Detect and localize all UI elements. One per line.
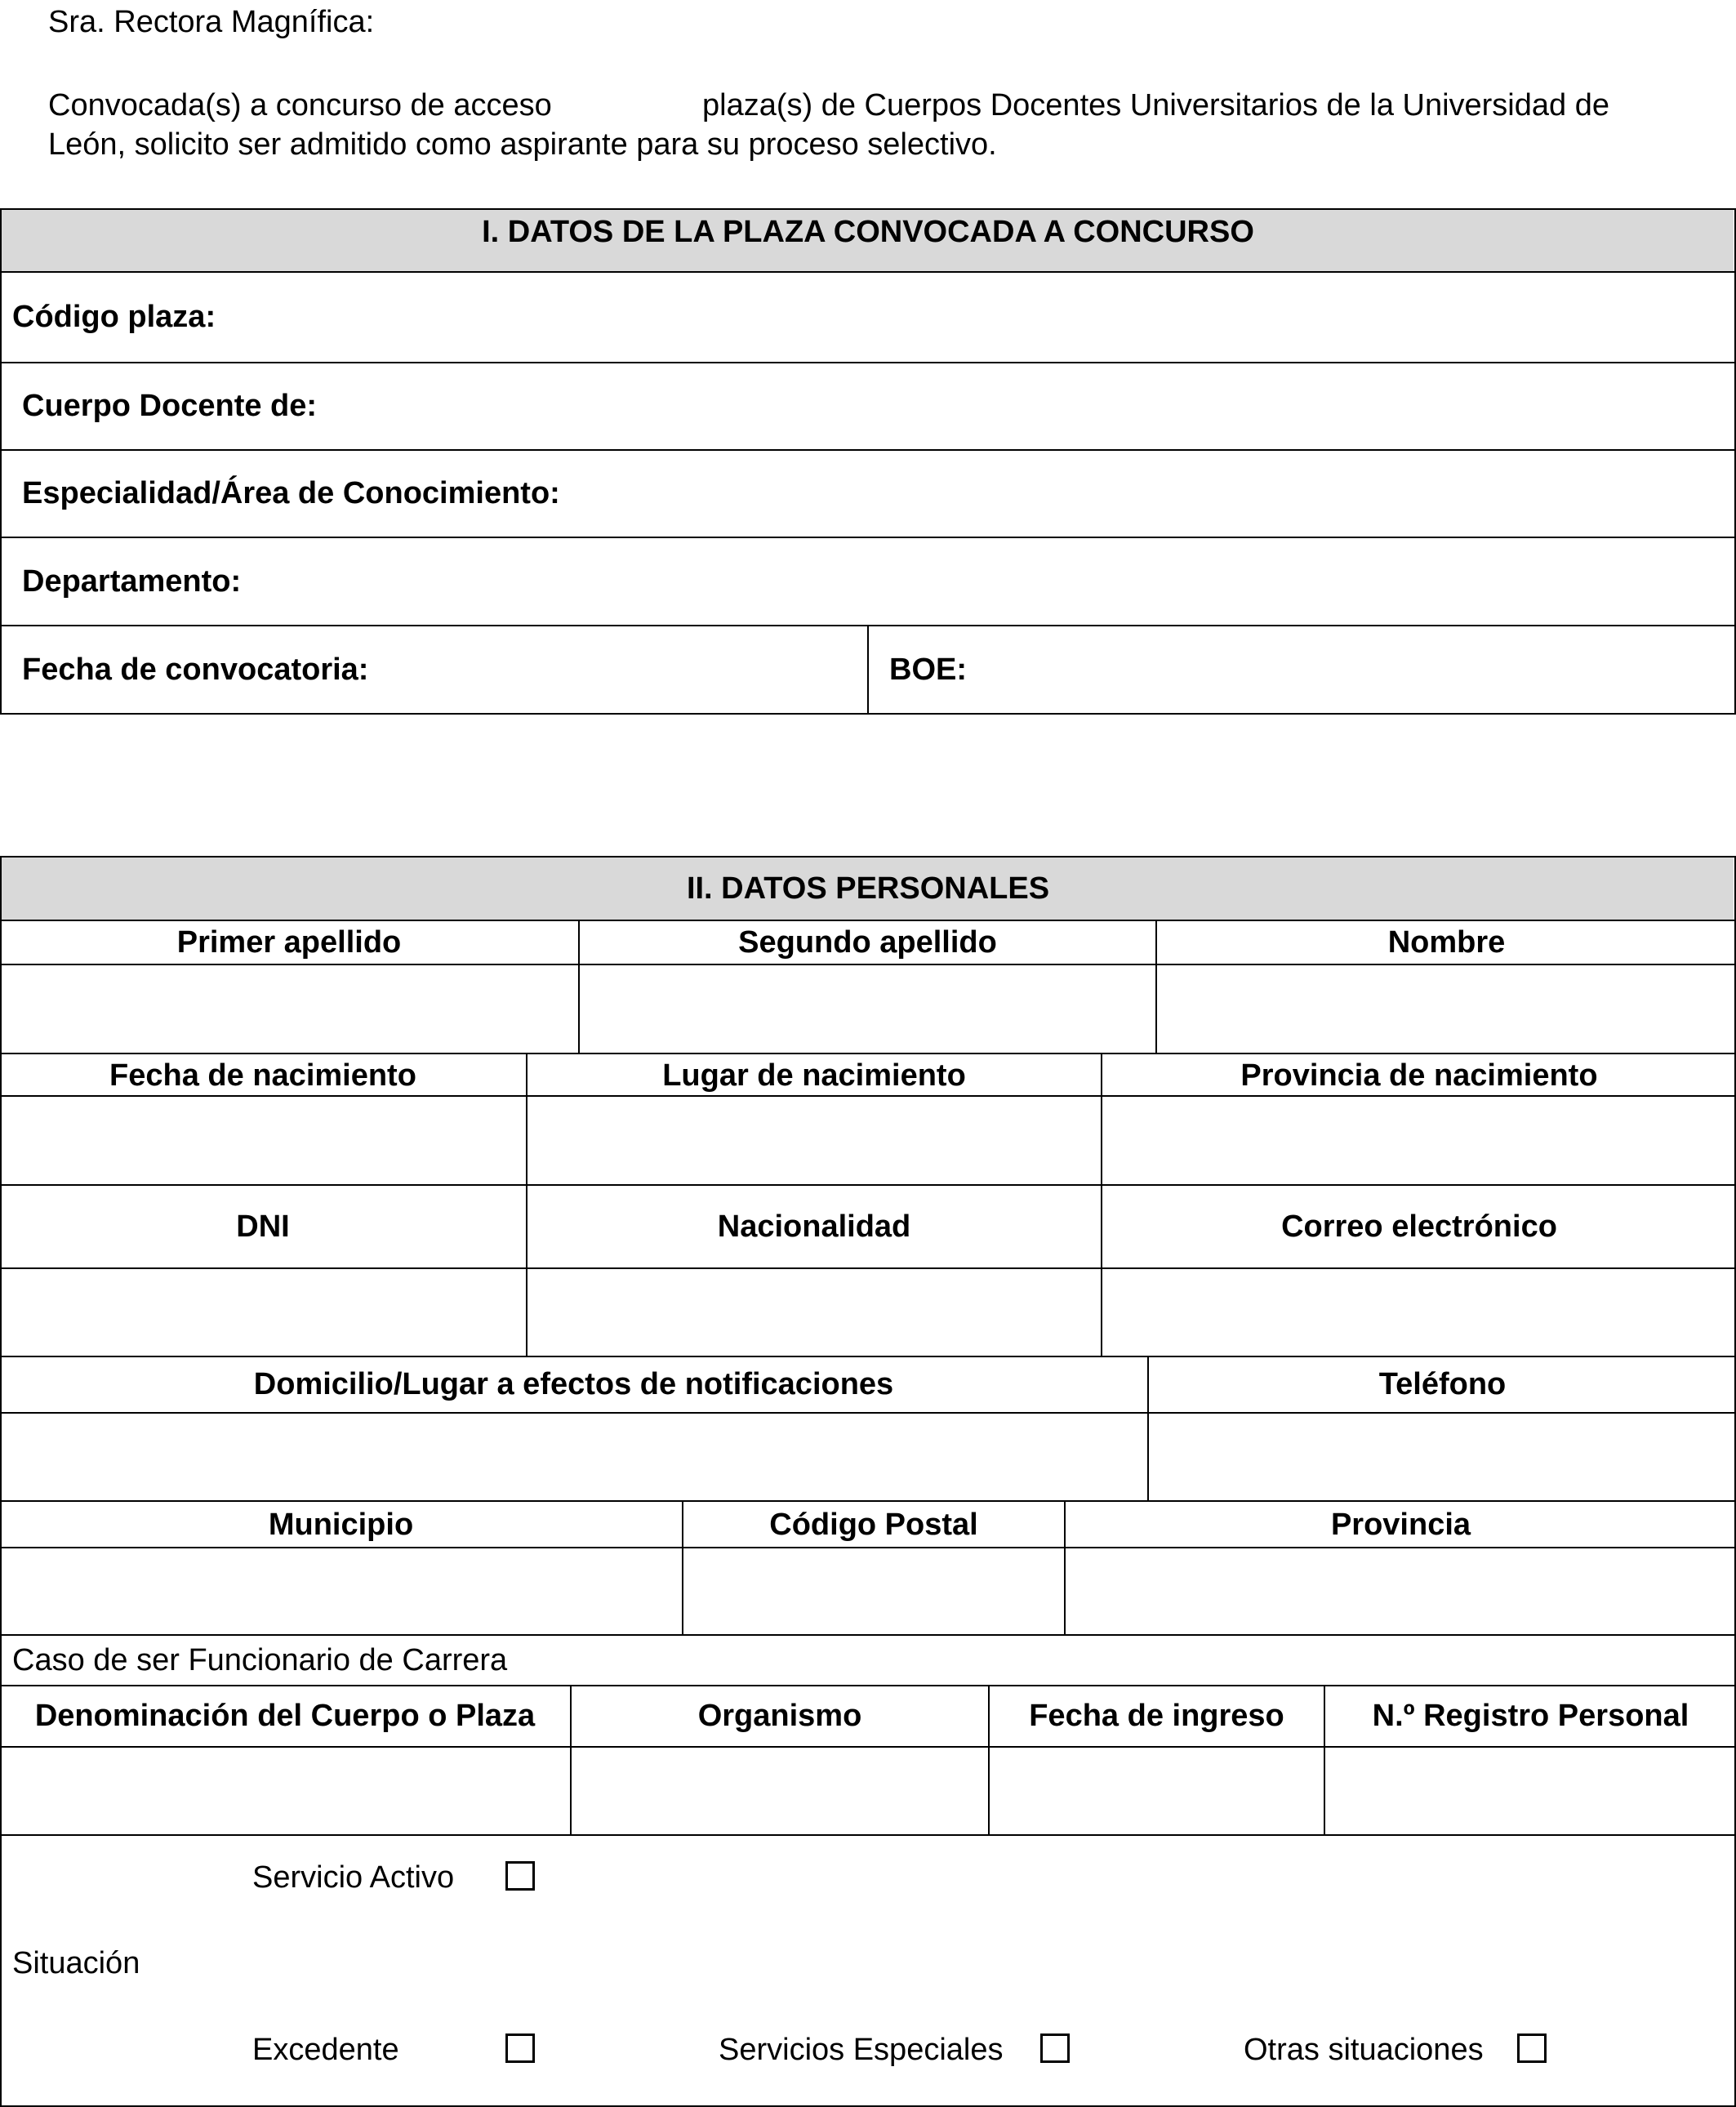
registro-personal-field[interactable] (1328, 1749, 1733, 1833)
organismo-label: Organismo (697, 1699, 862, 1733)
provincia-field[interactable] (1068, 1550, 1731, 1632)
fecha-convocatoria-label: Fecha de convocatoria: (22, 652, 369, 687)
correo-field[interactable] (1104, 1271, 1731, 1354)
primer-apellido-label: Primer apellido (176, 924, 402, 960)
segundo-apellido-field[interactable] (581, 967, 1153, 1050)
segundo-apellido-label: Segundo apellido (738, 924, 997, 960)
situacion-label: Situación (12, 1946, 140, 1980)
excedente-checkbox[interactable] (505, 2034, 535, 2063)
denominacion-label: Denominación del Cuerpo o Plaza (34, 1699, 536, 1733)
telefono-label: Teléfono (1378, 1367, 1507, 1401)
cuerpo-docente-label: Cuerpo Docente de: (22, 389, 318, 423)
funcionario-caption: Caso de ser Funcionario de Carrera (12, 1643, 508, 1677)
municipio-label: Municipio (268, 1507, 414, 1542)
servicios-especiales-label: Servicios Especiales (719, 2033, 1004, 2067)
especialidad-field[interactable] (621, 455, 1715, 533)
provincia-label: Provincia (1330, 1507, 1471, 1542)
organismo-field[interactable] (574, 1749, 986, 1833)
nombre-label: Nombre (1387, 924, 1506, 960)
lugar-nacimiento-label: Lugar de nacimiento (662, 1058, 966, 1093)
excedente-label: Excedente (252, 2033, 399, 2067)
provincia-nacimiento-field[interactable] (1104, 1098, 1731, 1182)
section1-title: I. DATOS DE LA PLAZA CONVOCADA A CONCURSO (482, 214, 1254, 249)
otras-situaciones-label: Otras situaciones (1244, 2033, 1484, 2067)
section2-title: II. DATOS PERSONALES (686, 871, 1050, 906)
servicio-activo-checkbox[interactable] (505, 1861, 535, 1891)
codigo-plaza-field[interactable] (245, 278, 1715, 356)
codigo-plaza-label: Código plaza: (12, 300, 216, 334)
telefono-field[interactable] (1151, 1415, 1731, 1499)
plazas-count-field[interactable] (600, 85, 698, 121)
nacionalidad-label: Nacionalidad (717, 1209, 911, 1244)
intro-text-part1: Convocada(s) a concurso de acceso (48, 88, 552, 122)
municipio-field[interactable] (3, 1550, 679, 1632)
correo-label: Correo electrónico (1281, 1209, 1557, 1244)
nacionalidad-field[interactable] (529, 1271, 1097, 1354)
codigo-postal-label: Código Postal (769, 1507, 978, 1542)
provincia-nacimiento-label: Provincia de nacimiento (1240, 1058, 1598, 1093)
boe-label: BOE: (889, 652, 967, 687)
lugar-nacimiento-field[interactable] (529, 1098, 1097, 1182)
departamento-label: Departamento: (22, 564, 242, 599)
intro-text-line2: León, solicito ser admitido como aspirante para su proceso selectivo. (48, 127, 997, 162)
fecha-ingreso-label: Fecha de ingreso (1029, 1699, 1284, 1733)
intro-text-part2: plaza(s) de Cuerpos Docentes Universitarios de la Universidad de (702, 88, 1609, 122)
servicio-activo-label: Servicio Activo (252, 1860, 455, 1895)
registro-personal-label: N.º Registro Personal (1372, 1699, 1689, 1733)
especialidad-label: Especialidad/Área de Conocimiento: (22, 476, 560, 510)
cuerpo-docente-field[interactable] (359, 368, 1715, 446)
fecha-nacimiento-field[interactable] (3, 1098, 523, 1182)
dni-label: DNI (236, 1209, 290, 1244)
primer-apellido-field[interactable] (3, 967, 575, 1050)
domicilio-field[interactable] (3, 1415, 1143, 1499)
servicios-especiales-checkbox[interactable] (1040, 2034, 1070, 2063)
fecha-nacimiento-label: Fecha de nacimiento (109, 1058, 416, 1093)
fecha-convocatoria-field[interactable] (408, 630, 857, 709)
domicilio-label: Domicilio/Lugar a efectos de notificaciones (253, 1367, 894, 1401)
denominacion-field[interactable] (3, 1749, 567, 1833)
codigo-postal-field[interactable] (686, 1550, 1062, 1632)
dni-field[interactable] (3, 1271, 523, 1354)
boe-field[interactable] (980, 630, 1715, 709)
salutation: Sra. Rectora Magnífica: (48, 5, 375, 39)
nombre-field[interactable] (1159, 967, 1730, 1050)
fecha-ingreso-field[interactable] (992, 1749, 1321, 1833)
otras-situaciones-checkbox[interactable] (1517, 2034, 1547, 2063)
departamento-field[interactable] (278, 542, 1715, 621)
